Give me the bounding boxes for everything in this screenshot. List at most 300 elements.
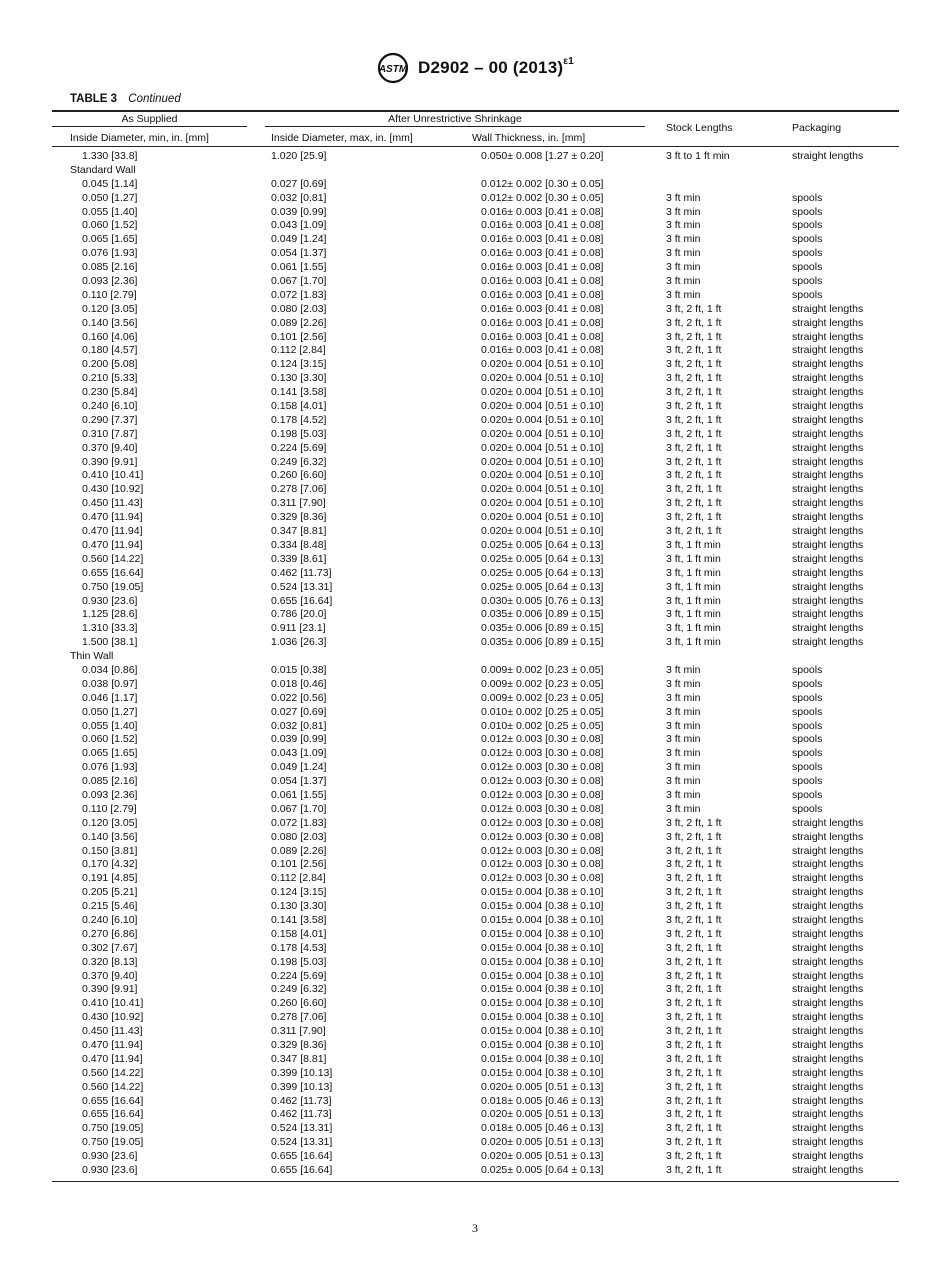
cell-stock-lengths: 3 ft, 1 ft min bbox=[666, 552, 721, 565]
cell-wall-thickness: 0.025± 0.005 [0.64 ± 0.13] bbox=[481, 566, 604, 579]
cell-inside-max: 0.339 [8.61] bbox=[271, 552, 327, 565]
cell-stock-lengths: 3 ft, 1 ft min bbox=[666, 622, 721, 635]
cell-stock-lengths: 3 ft, 2 ft, 1 ft bbox=[666, 511, 722, 524]
cell-wall-thickness: 0.012± 0.003 [0.30 ± 0.08] bbox=[481, 775, 604, 788]
cell-packaging: straight lengths bbox=[792, 330, 864, 343]
cell-wall-thickness: 0.025± 0.005 [0.64 ± 0.13] bbox=[481, 552, 604, 565]
cell-packaging: spools bbox=[792, 802, 823, 815]
cell-packaging: straight lengths bbox=[792, 483, 864, 496]
cell-wall-thickness: 0.015± 0.004 [0.38 ± 0.10] bbox=[481, 955, 604, 968]
cell-wall-thickness: 0.012± 0.002 [0.30 ± 0.05] bbox=[481, 191, 604, 204]
table-body bbox=[0, 150, 950, 1178]
cell-stock-lengths: 3 ft, 2 ft, 1 ft bbox=[666, 955, 722, 968]
cell-inside-min: 0.038 [0.97] bbox=[82, 677, 138, 690]
cell-packaging: straight lengths bbox=[792, 955, 864, 968]
cell-inside-max: 0.178 [4.53] bbox=[271, 941, 327, 954]
table-row bbox=[0, 539, 950, 553]
cell-packaging: straight lengths bbox=[792, 386, 864, 399]
cell-inside-min: 0.140 [3.56] bbox=[82, 830, 138, 843]
cell-stock-lengths: 3 ft, 2 ft, 1 ft bbox=[666, 1052, 722, 1065]
table-row bbox=[0, 358, 950, 372]
cell-stock-lengths: 3 ft min bbox=[666, 761, 701, 774]
table-row bbox=[0, 386, 950, 400]
cell-stock-lengths: 3 ft, 2 ft, 1 ft bbox=[666, 830, 722, 843]
cell-stock-lengths: 3 ft, 1 ft min bbox=[666, 538, 721, 551]
astm-logo-icon bbox=[376, 52, 410, 84]
cell-inside-min: 0.390 [9.91] bbox=[82, 983, 138, 996]
table-row bbox=[0, 428, 950, 442]
table-row bbox=[0, 192, 950, 206]
cell-inside-max: 0.198 [5.03] bbox=[271, 427, 327, 440]
cell-inside-max: 0.224 [5.69] bbox=[271, 441, 327, 454]
table-row bbox=[0, 761, 950, 775]
cell-inside-max: 0.655 [16.64] bbox=[271, 1164, 333, 1177]
table-row bbox=[0, 747, 950, 761]
cell-inside-max: 0.655 [16.64] bbox=[271, 594, 333, 607]
cell-inside-max: 0.027 [0.69] bbox=[271, 705, 327, 718]
cell-wall-thickness: 0.010± 0.002 [0.25 ± 0.05] bbox=[481, 719, 604, 732]
designation-text: D2902 – 00 (2013) bbox=[418, 58, 564, 77]
cell-inside-max: 0.249 [6.32] bbox=[271, 983, 327, 996]
cell-inside-max: 0.329 [8.36] bbox=[271, 511, 327, 524]
table-row bbox=[0, 956, 950, 970]
table-row bbox=[0, 275, 950, 289]
cell-stock-lengths: 3 ft, 2 ft, 1 ft bbox=[666, 969, 722, 982]
cell-inside-min: 0.093 [2.36] bbox=[82, 275, 138, 288]
cell-packaging: straight lengths bbox=[792, 1011, 864, 1024]
cell-stock-lengths: 3 ft, 2 ft, 1 ft bbox=[666, 1066, 722, 1079]
cell-inside-min: 0.450 [11.43] bbox=[82, 1025, 143, 1038]
cell-inside-min: 0.120 [3.05] bbox=[82, 816, 138, 829]
table-section-row bbox=[0, 650, 950, 664]
cell-inside-max: 0.911 [23.1] bbox=[271, 622, 326, 635]
cell-inside-min: 0.050 [1.27] bbox=[82, 705, 138, 718]
cell-inside-min: 1.500 [38.1] bbox=[82, 636, 138, 649]
group-header-after-shrinkage: After Unrestrictive Shrinkage bbox=[388, 113, 522, 125]
cell-inside-min: 0.076 [1.93] bbox=[82, 247, 138, 260]
cell-stock-lengths: 3 ft, 2 ft, 1 ft bbox=[666, 525, 722, 538]
cell-wall-thickness: 0.015± 0.004 [0.38 ± 0.10] bbox=[481, 1011, 604, 1024]
cell-inside-min: 0.240 [6.10] bbox=[82, 913, 138, 926]
cell-packaging: spools bbox=[792, 205, 823, 218]
cell-stock-lengths: 3 ft, 1 ft min bbox=[666, 566, 721, 579]
cell-packaging: straight lengths bbox=[792, 400, 864, 413]
table-row bbox=[0, 831, 950, 845]
cell-inside-max: 0.124 [3.15] bbox=[271, 886, 327, 899]
cell-wall-thickness: 0.050± 0.008 [1.27 ± 0.20] bbox=[481, 150, 604, 162]
cell-inside-min: 0.065 [1.65] bbox=[82, 233, 138, 246]
cell-inside-max: 0.786 [20.0] bbox=[271, 608, 327, 621]
cell-wall-thickness: 0.016± 0.003 [0.41 ± 0.08] bbox=[481, 261, 604, 274]
cell-inside-max: 0.141 [3.58] bbox=[271, 913, 327, 926]
cell-stock-lengths: 3 ft, 2 ft, 1 ft bbox=[666, 469, 722, 482]
cell-inside-max: 0.462 [11.73] bbox=[271, 1108, 332, 1121]
cell-wall-thickness: 0.016± 0.003 [0.41 ± 0.08] bbox=[481, 288, 604, 301]
cell-stock-lengths: 3 ft min bbox=[666, 705, 701, 718]
cell-packaging: straight lengths bbox=[792, 358, 864, 371]
cell-wall-thickness: 0.020± 0.004 [0.51 ± 0.10] bbox=[481, 372, 604, 385]
cell-inside-max: 0.112 [2.84] bbox=[271, 872, 326, 885]
cell-inside-min: 0.170 [4.32] bbox=[82, 858, 138, 871]
table-row bbox=[0, 803, 950, 817]
cell-stock-lengths: 3 ft, 2 ft, 1 ft bbox=[666, 344, 722, 357]
cell-packaging: straight lengths bbox=[792, 900, 864, 913]
table-row bbox=[0, 206, 950, 220]
cell-stock-lengths: 3 ft, 2 ft, 1 ft bbox=[666, 1122, 722, 1135]
cell-wall-thickness: 0.012± 0.003 [0.30 ± 0.08] bbox=[481, 761, 604, 774]
table-row bbox=[0, 1122, 950, 1136]
cell-inside-max: 0.655 [16.64] bbox=[271, 1150, 333, 1163]
cell-packaging: straight lengths bbox=[792, 1164, 864, 1177]
cell-inside-min: 0.560 [14.22] bbox=[82, 552, 144, 565]
table-row bbox=[0, 872, 950, 886]
cell-wall-thickness: 0.016± 0.003 [0.41 ± 0.08] bbox=[481, 344, 604, 357]
cell-packaging: straight lengths bbox=[792, 525, 864, 538]
cell-inside-max: 0.080 [2.03] bbox=[271, 302, 327, 315]
cell-packaging: straight lengths bbox=[792, 1150, 864, 1163]
cell-stock-lengths: 3 ft min bbox=[666, 288, 701, 301]
cell-inside-min: 1.330 [33.8] bbox=[82, 150, 138, 162]
cell-stock-lengths: 3 ft to 1 ft min bbox=[666, 150, 730, 162]
cell-packaging: straight lengths bbox=[792, 844, 864, 857]
cell-stock-lengths: 3 ft, 1 ft min bbox=[666, 580, 721, 593]
cell-packaging: straight lengths bbox=[792, 538, 864, 551]
cell-stock-lengths: 3 ft, 2 ft, 1 ft bbox=[666, 1108, 722, 1121]
cell-inside-max: 0.067 [1.70] bbox=[271, 802, 327, 815]
cell-stock-lengths: 3 ft min bbox=[666, 802, 701, 815]
cell-inside-max: 0.054 [1.37] bbox=[271, 247, 327, 260]
cell-inside-min: 0.034 [0.86] bbox=[82, 663, 138, 676]
cell-wall-thickness: 0.015± 0.004 [0.38 ± 0.10] bbox=[481, 941, 604, 954]
table-row bbox=[0, 622, 950, 636]
cell-inside-min: 0.191 [4.85] bbox=[82, 872, 138, 885]
cell-stock-lengths: 3 ft, 2 ft, 1 ft bbox=[666, 302, 722, 315]
cell-stock-lengths: 3 ft, 2 ft, 1 ft bbox=[666, 330, 722, 343]
cell-inside-min: 0.470 [11.94] bbox=[82, 1052, 143, 1065]
cell-wall-thickness: 0.012± 0.003 [0.30 ± 0.08] bbox=[481, 830, 604, 843]
cell-stock-lengths: 3 ft, 2 ft, 1 ft bbox=[666, 427, 722, 440]
cell-inside-max: 0.124 [3.15] bbox=[271, 358, 327, 371]
cell-inside-min: 0.310 [7.87] bbox=[82, 427, 138, 440]
cell-packaging: straight lengths bbox=[792, 636, 864, 649]
table-row bbox=[0, 942, 950, 956]
cell-inside-min: 0.750 [19.05] bbox=[82, 580, 144, 593]
cell-stock-lengths: 3 ft min bbox=[666, 205, 701, 218]
cell-wall-thickness: 0.015± 0.004 [0.38 ± 0.10] bbox=[481, 983, 604, 996]
cell-stock-lengths: 3 ft, 2 ft, 1 ft bbox=[666, 983, 722, 996]
cell-stock-lengths: 3 ft, 2 ft, 1 ft bbox=[666, 886, 722, 899]
cell-packaging: straight lengths bbox=[792, 816, 864, 829]
cell-inside-min: 0.390 [9.91] bbox=[82, 455, 138, 468]
cell-wall-thickness: 0.020± 0.004 [0.51 ± 0.10] bbox=[481, 525, 604, 538]
cell-wall-thickness: 0.016± 0.003 [0.41 ± 0.08] bbox=[481, 247, 604, 260]
table-continued-label: Continued bbox=[128, 93, 181, 105]
cell-inside-max: 0.072 [1.83] bbox=[271, 816, 327, 829]
cell-wall-thickness: 0.020± 0.005 [0.51 ± 0.13] bbox=[481, 1136, 604, 1149]
table-row bbox=[0, 608, 950, 622]
table-row bbox=[0, 1053, 950, 1067]
cell-inside-min: 0.215 [5.46] bbox=[82, 900, 138, 913]
table-row bbox=[0, 372, 950, 386]
cell-wall-thickness: 0.012± 0.003 [0.30 ± 0.08] bbox=[481, 747, 604, 760]
table-row bbox=[0, 983, 950, 997]
cell-packaging: straight lengths bbox=[792, 1122, 864, 1135]
cell-packaging: straight lengths bbox=[792, 858, 864, 871]
cell-inside-min: 0.046 [1.17] bbox=[82, 691, 138, 704]
cell-stock-lengths: 3 ft, 2 ft, 1 ft bbox=[666, 941, 722, 954]
cell-wall-thickness: 0.010± 0.002 [0.25 ± 0.05] bbox=[481, 705, 604, 718]
cell-inside-max: 0.061 [1.55] bbox=[271, 788, 327, 801]
cell-stock-lengths: 3 ft min bbox=[666, 691, 701, 704]
cell-wall-thickness: 0.020± 0.005 [0.51 ± 0.13] bbox=[481, 1080, 604, 1093]
table-row bbox=[0, 789, 950, 803]
cell-packaging: straight lengths bbox=[792, 927, 864, 940]
cell-inside-min: 0.470 [11.94] bbox=[82, 1039, 143, 1051]
cell-wall-thickness: 0.015± 0.004 [0.38 ± 0.10] bbox=[481, 1039, 604, 1051]
cell-wall-thickness: 0.016± 0.003 [0.41 ± 0.08] bbox=[481, 275, 604, 288]
cell-stock-lengths: 3 ft, 2 ft, 1 ft bbox=[666, 927, 722, 940]
cell-wall-thickness: 0.015± 0.004 [0.38 ± 0.10] bbox=[481, 1066, 604, 1079]
cell-packaging: straight lengths bbox=[792, 969, 864, 982]
cell-inside-max: 0.101 [2.56] bbox=[271, 330, 327, 343]
cell-stock-lengths: 3 ft, 2 ft, 1 ft bbox=[666, 1164, 722, 1177]
cell-packaging: straight lengths bbox=[792, 1080, 864, 1093]
cell-inside-max: 0.524 [13.31] bbox=[271, 1136, 333, 1149]
cell-inside-max: 1.020 [25.9] bbox=[271, 150, 327, 162]
cell-inside-min: 0.930 [23.6] bbox=[82, 594, 138, 607]
cell-inside-min: 0.930 [23.6] bbox=[82, 1150, 138, 1163]
cell-inside-max: 0.260 [6.60] bbox=[271, 997, 327, 1010]
cell-packaging: spools bbox=[792, 761, 823, 774]
table-row bbox=[0, 150, 950, 164]
cell-packaging: straight lengths bbox=[792, 497, 864, 510]
cell-wall-thickness: 0.009± 0.002 [0.23 ± 0.05] bbox=[481, 677, 604, 690]
cell-inside-min: 0.200 [5.08] bbox=[82, 358, 138, 371]
page-number: 3 bbox=[472, 1221, 478, 1235]
table-row bbox=[0, 483, 950, 497]
document-header bbox=[0, 50, 950, 86]
cell-packaging: spools bbox=[792, 233, 823, 246]
cell-packaging: straight lengths bbox=[792, 1039, 864, 1051]
cell-inside-max: 0.462 [11.73] bbox=[271, 566, 332, 579]
table-row bbox=[0, 636, 950, 650]
table-row bbox=[0, 261, 950, 275]
cell-wall-thickness: 0.020± 0.004 [0.51 ± 0.10] bbox=[481, 483, 604, 496]
cell-stock-lengths: 3 ft min bbox=[666, 733, 701, 746]
cell-wall-thickness: 0.020± 0.005 [0.51 ± 0.13] bbox=[481, 1108, 604, 1121]
table-row bbox=[0, 858, 950, 872]
cell-wall-thickness: 0.020± 0.004 [0.51 ± 0.10] bbox=[481, 400, 604, 413]
cell-inside-max: 0.018 [0.46] bbox=[271, 677, 327, 690]
table-row bbox=[0, 595, 950, 609]
cell-inside-max: 0.311 [7.90] bbox=[271, 1025, 326, 1038]
designation-superscript: ε1 bbox=[563, 56, 574, 68]
cell-packaging: straight lengths bbox=[792, 413, 864, 426]
cell-packaging: straight lengths bbox=[792, 441, 864, 454]
cell-packaging: straight lengths bbox=[792, 150, 864, 162]
cell-stock-lengths: 3 ft, 2 ft, 1 ft bbox=[666, 816, 722, 829]
table-row bbox=[0, 1150, 950, 1164]
cell-inside-min: 0.240 [6.10] bbox=[82, 400, 138, 413]
cell-stock-lengths: 3 ft, 1 ft min bbox=[666, 594, 721, 607]
cell-inside-min: 0.470 [11.94] bbox=[82, 538, 143, 551]
cell-inside-max: 0.130 [3.30] bbox=[271, 372, 327, 385]
cell-packaging: straight lengths bbox=[792, 997, 864, 1010]
cell-wall-thickness: 0.020± 0.004 [0.51 ± 0.10] bbox=[481, 469, 604, 482]
table-row bbox=[0, 289, 950, 303]
cell-stock-lengths: 3 ft, 2 ft, 1 ft bbox=[666, 413, 722, 426]
cell-inside-min: 0.085 [2.16] bbox=[82, 775, 138, 788]
cell-inside-min: 0.180 [4.57] bbox=[82, 344, 138, 357]
table-row bbox=[0, 664, 950, 678]
cell-wall-thickness: 0.012± 0.003 [0.30 ± 0.08] bbox=[481, 816, 604, 829]
cell-stock-lengths: 3 ft min bbox=[666, 233, 701, 246]
cell-wall-thickness: 0.020± 0.004 [0.51 ± 0.10] bbox=[481, 413, 604, 426]
cell-packaging: spools bbox=[792, 288, 823, 301]
cell-inside-max: 0.311 [7.90] bbox=[271, 497, 326, 510]
table-row bbox=[0, 1136, 950, 1150]
table-row bbox=[0, 970, 950, 984]
cell-inside-min: 0.110 [2.79] bbox=[82, 802, 137, 815]
section-label: Standard Wall bbox=[70, 163, 136, 176]
table-row bbox=[0, 720, 950, 734]
cell-inside-min: 0.085 [2.16] bbox=[82, 261, 138, 274]
cell-wall-thickness: 0.015± 0.004 [0.38 ± 0.10] bbox=[481, 900, 604, 913]
cell-inside-max: 0.049 [1.24] bbox=[271, 233, 327, 246]
cell-wall-thickness: 0.020± 0.004 [0.51 ± 0.10] bbox=[481, 427, 604, 440]
table-row bbox=[0, 1164, 950, 1178]
cell-inside-max: 0.072 [1.83] bbox=[271, 288, 327, 301]
cell-packaging: spools bbox=[792, 261, 823, 274]
cell-packaging: straight lengths bbox=[792, 1094, 864, 1107]
cell-wall-thickness: 0.015± 0.004 [0.38 ± 0.10] bbox=[481, 886, 604, 899]
cell-inside-min: 0.410 [10.41] bbox=[82, 469, 144, 482]
cell-packaging: straight lengths bbox=[792, 983, 864, 996]
cell-stock-lengths: 3 ft, 2 ft, 1 ft bbox=[666, 358, 722, 371]
cell-stock-lengths: 3 ft min bbox=[666, 719, 701, 732]
column-header-inside-min: Inside Diameter, min, in. [mm] bbox=[70, 132, 209, 144]
cell-stock-lengths: 3 ft, 2 ft, 1 ft bbox=[666, 1150, 722, 1163]
cell-packaging: straight lengths bbox=[792, 608, 864, 621]
table-row bbox=[0, 1095, 950, 1109]
cell-packaging: spools bbox=[792, 747, 823, 760]
table-row bbox=[0, 886, 950, 900]
cell-inside-max: 0.347 [8.81] bbox=[271, 525, 327, 538]
table-section-row bbox=[0, 164, 950, 178]
cell-inside-max: 0.089 [2.26] bbox=[271, 316, 327, 329]
cell-inside-max: 0.027 [0.69] bbox=[271, 177, 327, 190]
column-header-wall: Wall Thickness, in. [mm] bbox=[472, 132, 586, 144]
cell-packaging: spools bbox=[792, 733, 823, 746]
cell-inside-max: 0.178 [4.52] bbox=[271, 413, 327, 426]
cell-wall-thickness: 0.012± 0.003 [0.30 ± 0.08] bbox=[481, 844, 604, 857]
cell-wall-thickness: 0.018± 0.005 [0.46 ± 0.13] bbox=[481, 1094, 604, 1107]
cell-inside-max: 0.101 [2.56] bbox=[271, 858, 327, 871]
column-header-stock: Stock Lengths bbox=[666, 122, 733, 134]
cell-wall-thickness: 0.025± 0.005 [0.64 ± 0.13] bbox=[481, 1164, 604, 1177]
table-row bbox=[0, 581, 950, 595]
cell-packaging: straight lengths bbox=[792, 427, 864, 440]
table-row bbox=[0, 1025, 950, 1039]
table-row bbox=[0, 344, 950, 358]
table-number: TABLE 3 bbox=[70, 93, 118, 105]
table-row bbox=[0, 997, 950, 1011]
table-row bbox=[0, 678, 950, 692]
cell-inside-max: 1.036 [26.3] bbox=[271, 636, 327, 649]
cell-stock-lengths: 3 ft, 2 ft, 1 ft bbox=[666, 997, 722, 1010]
cell-stock-lengths: 3 ft, 2 ft, 1 ft bbox=[666, 497, 722, 510]
cell-wall-thickness: 0.009± 0.002 [0.23 ± 0.05] bbox=[481, 663, 604, 676]
cell-packaging: straight lengths bbox=[792, 302, 864, 315]
cell-inside-min: 0.060 [1.52] bbox=[82, 733, 138, 746]
table-row bbox=[0, 928, 950, 942]
table-row bbox=[0, 817, 950, 831]
cell-inside-min: 0.430 [10.92] bbox=[82, 483, 144, 496]
cell-stock-lengths: 3 ft, 2 ft, 1 ft bbox=[666, 1025, 722, 1038]
cell-inside-max: 0.130 [3.30] bbox=[271, 900, 327, 913]
cell-stock-lengths: 3 ft min bbox=[666, 663, 701, 676]
cell-packaging: straight lengths bbox=[792, 469, 864, 482]
cell-inside-max: 0.015 [0.38] bbox=[271, 663, 327, 676]
cell-wall-thickness: 0.016± 0.003 [0.41 ± 0.08] bbox=[481, 316, 604, 329]
cell-packaging: straight lengths bbox=[792, 594, 864, 607]
table-row bbox=[0, 845, 950, 859]
cell-inside-min: 0.302 [7.67] bbox=[82, 941, 138, 954]
cell-inside-max: 0.141 [3.58] bbox=[271, 386, 327, 399]
table-row bbox=[0, 553, 950, 567]
table-row bbox=[0, 706, 950, 720]
cell-inside-max: 0.224 [5.69] bbox=[271, 969, 327, 982]
cell-inside-max: 0.022 [0.56] bbox=[271, 691, 327, 704]
cell-inside-max: 0.524 [13.31] bbox=[271, 1122, 333, 1135]
cell-inside-min: 0.655 [16.64] bbox=[82, 566, 144, 579]
cell-packaging: straight lengths bbox=[792, 1052, 864, 1065]
cell-inside-min: 0.370 [9.40] bbox=[82, 441, 138, 454]
cell-packaging: straight lengths bbox=[792, 913, 864, 926]
cell-stock-lengths: 3 ft, 2 ft, 1 ft bbox=[666, 1011, 722, 1024]
cell-inside-max: 0.334 [8.48] bbox=[271, 538, 327, 551]
cell-inside-min: 0.560 [14.22] bbox=[82, 1080, 144, 1093]
cell-inside-min: 1.125 [28.6] bbox=[82, 608, 138, 621]
cell-inside-min: 0.410 [10.41] bbox=[82, 997, 144, 1010]
cell-packaging: straight lengths bbox=[792, 1025, 864, 1038]
cell-packaging: spools bbox=[792, 219, 823, 232]
table-row bbox=[0, 497, 950, 511]
cell-inside-min: 0.470 [11.94] bbox=[82, 525, 143, 538]
cell-stock-lengths: 3 ft, 2 ft, 1 ft bbox=[666, 316, 722, 329]
cell-packaging: straight lengths bbox=[792, 316, 864, 329]
cell-inside-min: 0.205 [5.21] bbox=[82, 886, 138, 899]
cell-wall-thickness: 0.020± 0.004 [0.51 ± 0.10] bbox=[481, 511, 604, 524]
cell-inside-min: 0.750 [19.05] bbox=[82, 1136, 144, 1149]
cell-stock-lengths: 3 ft min bbox=[666, 261, 701, 274]
table-bottom-rule bbox=[52, 1181, 899, 1183]
table-row bbox=[0, 400, 950, 414]
cell-inside-min: 0.160 [4.06] bbox=[82, 330, 138, 343]
cell-inside-min: 0.045 [1.14] bbox=[82, 177, 138, 190]
cell-wall-thickness: 0.016± 0.003 [0.41 ± 0.08] bbox=[481, 330, 604, 343]
cell-inside-min: 0.055 [1.40] bbox=[82, 205, 138, 218]
table-row bbox=[0, 1081, 950, 1095]
cell-packaging: spools bbox=[792, 663, 823, 676]
cell-inside-max: 0.399 [10.13] bbox=[271, 1080, 333, 1093]
cell-inside-max: 0.089 [2.26] bbox=[271, 844, 327, 857]
table-row bbox=[0, 1108, 950, 1122]
cell-inside-max: 0.039 [0.99] bbox=[271, 205, 327, 218]
astm-logo-text: ASTM bbox=[378, 64, 408, 75]
cell-wall-thickness: 0.015± 0.004 [0.38 ± 0.10] bbox=[481, 1052, 604, 1065]
cell-packaging: straight lengths bbox=[792, 372, 864, 385]
